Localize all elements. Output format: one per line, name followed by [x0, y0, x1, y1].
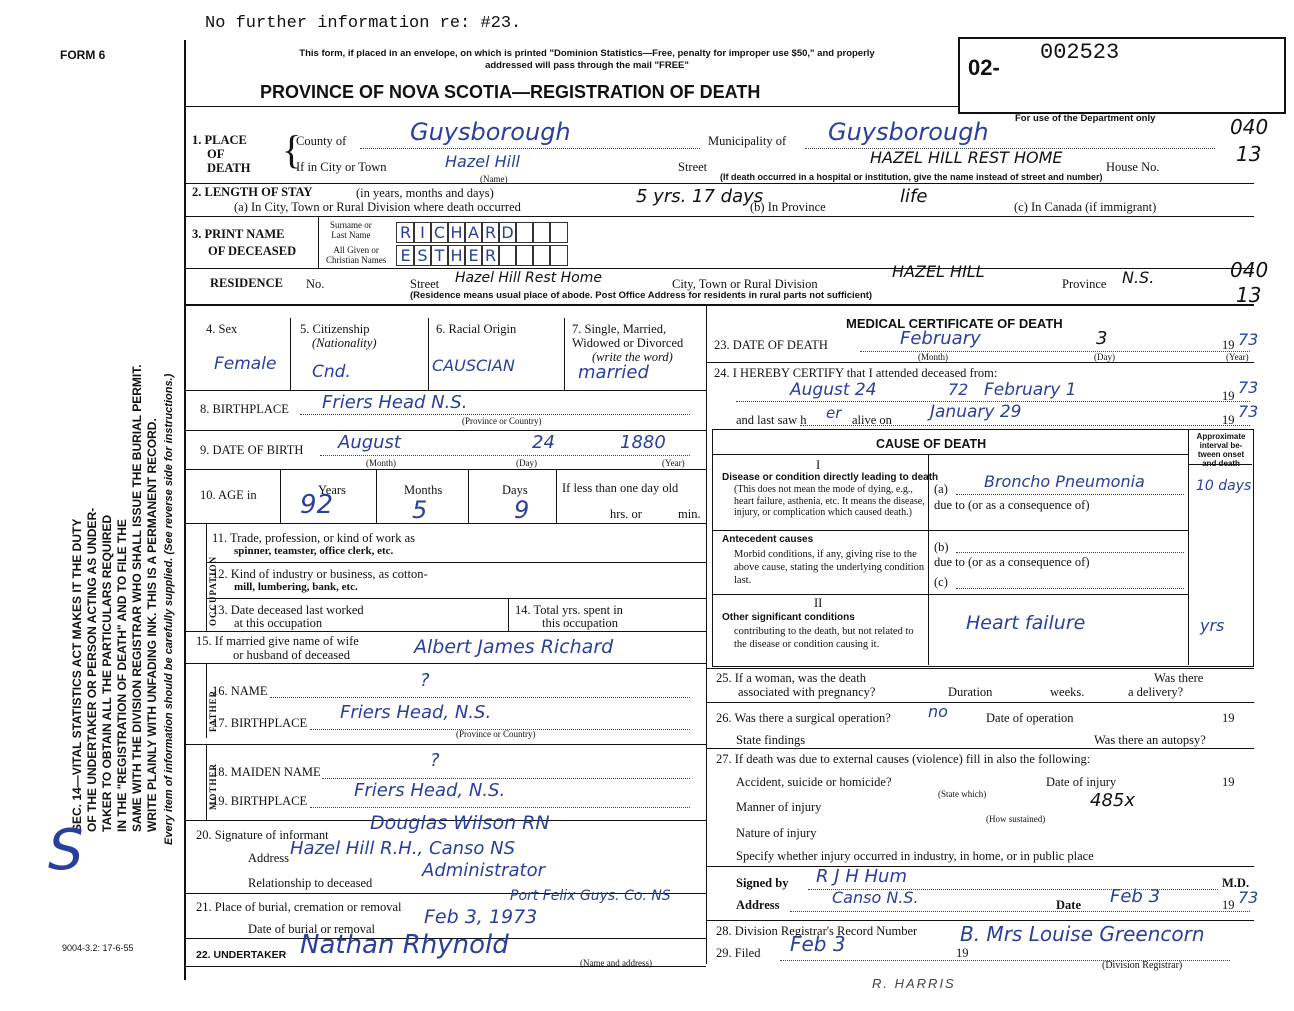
stamp-number: 485x	[1090, 790, 1136, 811]
age-years: 92	[300, 490, 334, 520]
filed-date: Feb 3	[790, 932, 846, 956]
cause-a-interval: 10 days	[1196, 478, 1252, 494]
undertaker-value: Nathan Rhynold	[300, 930, 509, 960]
surname-letter-box: I	[413, 222, 432, 243]
age-days: 9	[514, 496, 530, 524]
registration-serial: 002523	[1040, 40, 1120, 65]
physician-signature: R J H Hum	[816, 866, 907, 887]
death-day: 3	[1096, 328, 1108, 349]
place-label: 1. PLACE OF DEATH	[192, 133, 251, 175]
last-saw-date: January 29	[930, 402, 1022, 422]
side-line-1: SEC. 14—VITAL STATISTICS ACT MAKES IT THE DUTY	[70, 518, 84, 832]
rule-1	[184, 183, 1254, 184]
surname-letter-box: C	[430, 222, 449, 243]
given-letter-box: H	[447, 245, 466, 266]
given-letter-box: R	[481, 245, 500, 266]
given-letter-box: E	[396, 245, 415, 266]
occupation-side-label: OCCUPATION	[208, 555, 218, 626]
informant-signature: Douglas Wilson RN	[370, 812, 550, 834]
surname-letter-box: R	[481, 222, 500, 243]
bottom-stamp: R. HARRIS	[872, 976, 956, 991]
father-name-value: ?	[420, 670, 430, 691]
informant-address: Hazel Hill R.H., Canso NS	[290, 838, 516, 859]
surname-letter-box: R	[396, 222, 415, 243]
side-line-4: IN THE "REGISTRATION OF DEATH" AND TO FILE THE	[115, 519, 129, 832]
residence-province-value: N.S.	[1122, 268, 1155, 287]
mother-maiden-value: ?	[430, 750, 440, 771]
dob-month: August	[338, 432, 401, 453]
registration-prefix: 02-	[968, 55, 1000, 80]
cause-a-value: Broncho Pneumonia	[984, 472, 1145, 491]
center-divider	[706, 304, 707, 964]
surname-letter-box: H	[447, 222, 466, 243]
residence-street-value: Hazel Hill Rest Home	[455, 270, 602, 286]
age-months: 5	[412, 496, 428, 524]
marital-value: married	[578, 362, 649, 383]
physician-address: Canso N.S.	[832, 888, 919, 907]
dob-day: 24	[532, 432, 555, 453]
stay-a-label: (a) In City, Town or Rural Division where death occurred	[234, 200, 521, 214]
city-value: Hazel Hill	[445, 152, 520, 171]
sex-value: Female	[214, 354, 277, 374]
code-1: 040	[1230, 115, 1269, 139]
side-line-2: OF THE UNDERTAKER OR PERSON ACTING AS UNDER-	[85, 507, 99, 832]
hospital-note: (If death occurred in a hospital or institution, give the name instead of street and number)	[720, 172, 1103, 182]
cause-title: CAUSE OF DEATH	[876, 437, 987, 451]
mother-birthplace-value: Friers Head, N.S.	[354, 780, 506, 801]
side-line-3: TAKER TO OBTAIN ALL THE PARTICULARS REQUIRED	[100, 514, 114, 832]
surname-letter-box: D	[498, 222, 517, 243]
stay-a-value: 5 yrs. 17 days	[636, 186, 764, 207]
rule-4	[184, 304, 1254, 306]
post-notice: This form, if placed in an envelope, on which is printed "Dominion Statistics—Free, penalty for improper use $50," and properly addressed will pass through the mail "FREE"	[299, 48, 875, 71]
surname-letter-box	[549, 222, 568, 243]
margin-mark: S	[48, 818, 84, 883]
rule-2	[184, 216, 1254, 217]
given-letter-box: E	[464, 245, 483, 266]
form-id: FORM 6	[60, 48, 106, 62]
code-4: 13	[1236, 283, 1262, 307]
surgery-value: no	[928, 702, 948, 721]
street-label: Street	[678, 160, 708, 174]
given-letter-box	[549, 245, 568, 266]
informant-relation: Administrator	[422, 860, 546, 881]
municipality-label: Municipality of	[708, 134, 787, 148]
other-condition-value: Heart failure	[966, 612, 1086, 634]
dob-year: 1880	[620, 432, 666, 453]
given-letter-box: S	[413, 245, 432, 266]
side-line-7: Every item of information should be carefully supplied. (See reverse side for instructions.)	[163, 373, 175, 845]
city-label: If in City or Town	[296, 160, 387, 174]
name-label: 3. PRINT NAME OF DECEASED	[192, 227, 297, 258]
stay-label: 2. LENGTH OF STAY	[192, 185, 313, 199]
street-value: HAZEL HILL REST HOME	[870, 148, 1063, 167]
residence-note: (Residence means usual place of abode. Post Office Address for residents in rural parts not sufficient)	[410, 290, 873, 301]
other-interval-value: yrs	[1200, 616, 1225, 635]
top-note: No further information re: #23.	[205, 14, 522, 33]
form-title: PROVINCE OF NOVA SCOTIA—REGISTRATION OF DEATH	[260, 82, 761, 102]
burial-place-value: Port Felix Guys. Co. NS	[510, 888, 671, 904]
code-3: 040	[1230, 258, 1269, 282]
county-value: Guysborough	[410, 118, 571, 146]
attended-from: August 24	[790, 380, 877, 400]
residence-label: RESIDENCE	[210, 276, 283, 290]
racial-value: CAUSCIAN	[432, 356, 515, 375]
title-rule	[184, 106, 958, 107]
code-2: 13	[1236, 142, 1262, 166]
rule-3	[184, 268, 1254, 269]
residence-city-value: HAZEL HILL	[892, 262, 985, 281]
signature-date: Feb 3	[1110, 886, 1161, 907]
attended-to: February 1	[984, 380, 1077, 400]
registrar-signature: B. Mrs Louise Greencorn	[960, 922, 1205, 946]
given-letter-box: T	[430, 245, 449, 266]
citizenship-value: Cnd.	[312, 362, 351, 382]
burial-date-value: Feb 3, 1973	[424, 906, 538, 928]
left-border	[184, 40, 186, 980]
death-month: February	[900, 328, 981, 349]
surname-letter-box: A	[464, 222, 483, 243]
side-line-6: WRITE PLAINLY WITH UNFADING INK. THIS IS A PERMANENT RECORD.	[145, 418, 159, 832]
municipality-value: Guysborough	[828, 118, 989, 146]
printer-code: 9004-3.2: 17-6-55	[62, 943, 134, 953]
spouse-value: Albert James Richard	[414, 636, 614, 658]
father-birthplace-value: Friers Head, N.S.	[340, 702, 492, 723]
county-label: County of	[296, 134, 347, 148]
registration-box	[958, 37, 1286, 114]
stay-b-value: life	[900, 186, 928, 207]
medical-title: MEDICAL CERTIFICATE OF DEATH	[846, 316, 1063, 331]
dept-use-label: For use of the Department only	[1015, 113, 1156, 124]
birthplace-value: Friers Head N.S.	[322, 392, 468, 413]
death-year: 73	[1238, 330, 1259, 349]
side-line-5: SAME WITH THE DIVISION REGISTRAR WHO SHALL ISSUE THE BURIAL PERMIT.	[130, 364, 144, 832]
